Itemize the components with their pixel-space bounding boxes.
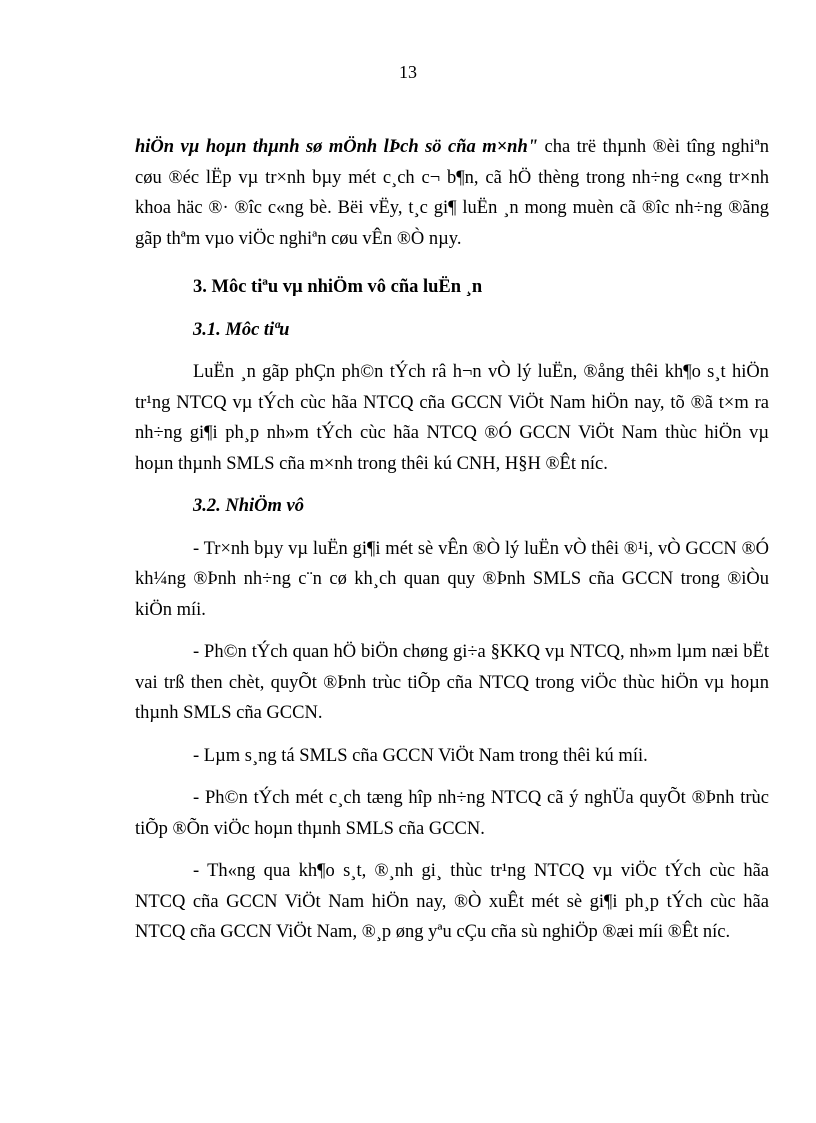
subsection-heading-tasks: 3.2. NhiÖm vô: [193, 496, 304, 516]
intro-paragraph: [135, 132, 769, 254]
intro-text: cha trë thµnh ®èi tîng nghiªn cøu ®éc lËp vµ tr×nh bµy mét c¸ch c¬ b¶n, cã hÖ thèng trong nh÷ng c«ng tr×nh khoa häc ®· ®îc c«ng bè. Bëi vËy, t¸c gi¶ luËn ¸n mong muèn cã ®îc nh÷ng ®ãng gãp thªm vµo viÖc nghiªn cøu vÊn ®Ò nµy.: [135, 137, 769, 249]
task-item: - Ph©n tÝch mét c¸ch tæng hîp nh÷ng NTCQ cã ý nghÜa quyÕt ®Þnh trùc tiÕp ®Õn viÖc hoµn thµnh SMLS cña GCCN.: [135, 788, 769, 839]
task-item: - Th«ng qua kh¶o s¸t, ®¸nh gi¸ thùc tr¹ng NTCQ vµ viÖc tÝch cùc hãa NTCQ cña GCCN ViÖt Nam hiÖn nay, ®Ò xuÊt mét sè gi¶i ph¸p tÝch cùc hãa NTCQ cña GCCN ViÖt Nam, ®¸p øng yªu cÇu cña sù nghiÖp ®æi míi ®Êt níc.: [135, 861, 769, 942]
page-body: [135, 132, 769, 960]
page-number: 13: [399, 62, 417, 82]
objectives-paragraph: LuËn ¸n gãp phÇn ph©n tÝch râ h¬n vÒ lý luËn, ®ång thêi kh¶o s¸t hiÖn tr¹ng NTCQ vµ tÝch cùc hãa NTCQ cña GCCN ViÖt Nam hiÖn nay, tõ ®ã t×m ra nh÷ng gi¶i ph¸p nh»m tÝch cùc hãa NTCQ ®Ó GCCN ViÖt Nam thùc hiÖn vµ hoµn thµnh SMLS cña m×nh trong thêi kú CNH, H§H ®Êt níc.: [135, 362, 769, 474]
subsection-heading-objectives: 3.1. Môc tiªu: [193, 319, 290, 340]
intro-lead-italic: hiÖn vµ hoµn thµnh sø mÖnh lÞch sö cña m×nh": [135, 137, 539, 157]
section-heading: 3. Môc tiªu vµ nhiÖm vô cña luËn ¸n: [193, 277, 483, 297]
task-item: - Ph©n tÝch quan hÖ biÖn chøng gi÷a §KKQ vµ NTCQ, nh»m lµm næi bËt vai trß then chèt, quyÕt ®Þnh trùc tiÕp cña NTCQ trong viÖc thùc hiÖn vµ hoµn thµnh SMLS cña GCCN.: [135, 642, 769, 723]
task-item: - Lµm s¸ng tá SMLS cña GCCN ViÖt Nam trong thêi kú míi.: [193, 745, 648, 766]
task-item: - Tr×nh bµy vµ luËn gi¶i mét sè vÊn ®Ò lý luËn vÒ thêi ®¹i, vÒ GCCN ®Ó kh¼ng ®Þnh nh÷ng c¨n cø kh¸ch quan quy ®Þnh SMLS cña GCCN trong ®iÒu kiÖn míi.: [135, 538, 769, 620]
